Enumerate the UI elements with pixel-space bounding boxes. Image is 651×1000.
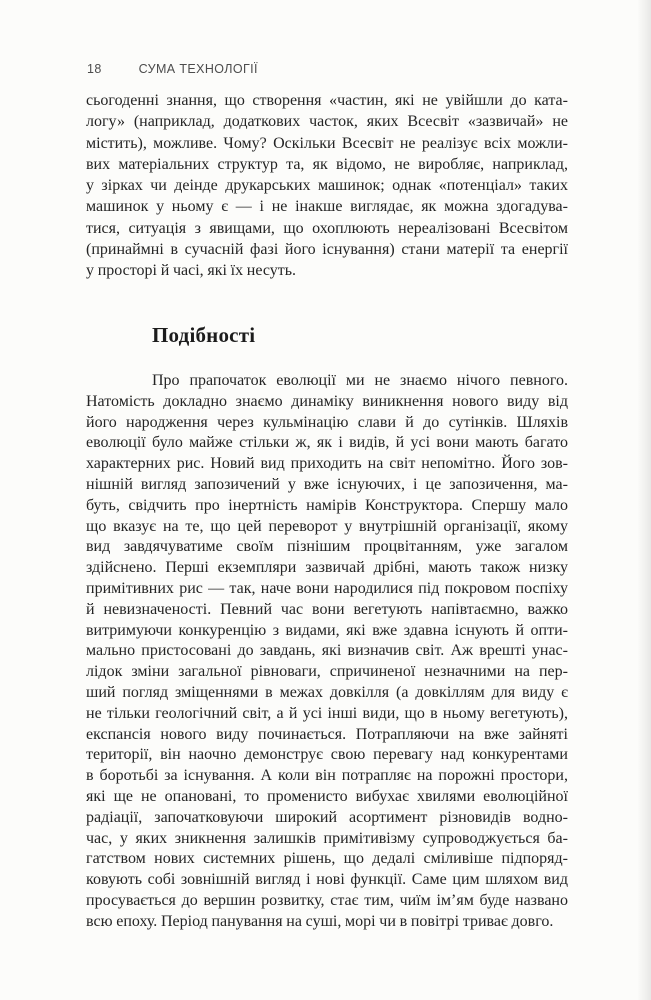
text-line: Натомість докладно знаємо динаміку виникнення нового виду від [86, 392, 568, 410]
text-line: у просторі й часі, які їх несуть. [86, 262, 297, 280]
text-line: вид завдячуватиме своїм пізнішим процвітанням, уже загалом [86, 538, 568, 556]
text-line: у зірках чи деінде друкарських машинок; однак «потенціал» таких [86, 177, 568, 195]
page-header [87, 62, 569, 77]
text-line: витримуючи конкуренцію з видами, які вже здавна існують й опти- [86, 621, 568, 639]
text-line: машинок у ньому є — і не інакше виглядає, як можна здогадува- [86, 198, 568, 216]
section-paragraph [86, 371, 568, 933]
text-line: примітивних рис — так, наче вони народилися під покровом поспіху [86, 579, 568, 597]
text-line: лідок зміни загальної рівноваги, спричиненої незначними на пер- [86, 663, 568, 681]
text-line: території, він наочно демонструє свою перевагу над конкурентами [86, 746, 568, 764]
text-line: сьогоденні знання, що створення «частин, які не увійшли до ката- [86, 92, 568, 109]
text-line: радіації, започатковуючи широкий асортимент різновидів водно- [86, 808, 568, 826]
paragraph-continuation [86, 90, 568, 282]
text-line: експансія нового виду починається. Потрапляючи на вже зайняті [86, 725, 568, 743]
text-line: Про прапочаток еволюції ми не знаємо нічого певного. [152, 372, 568, 389]
text-line: час, у яких зникнення залишків примітивізму супроводжується ба- [86, 829, 568, 847]
text-line: (принаймні в сучасній фазі його існування) стани матерії та енергії [86, 241, 568, 259]
text-line: які ще не опановані, то променисто вибухає хвилями еволюційної [86, 787, 568, 805]
text-line: ковують собі зовнішній вигляд і нові функції. Саме цим шляхом вид [86, 871, 568, 889]
text-line: буть, свідчить про інертність намірів Конструктора. Спершу мало [86, 496, 568, 514]
text-line: що вказує на те, що цей переворот у внутрішній організації, якому [86, 517, 568, 535]
text-line: просувається до вершин розвитку, стає тим, чиїм ім’ям буде названо [86, 891, 568, 909]
text-line: всю епоху. Період панування на суші, морі чи в повітрі триває довго. [86, 912, 554, 930]
text-line: тися, ситуація з явищами, що охоплюють нереалізовані Всесвітом [86, 219, 568, 237]
text-line: ший погляд зміщеннями в межах довкілля (а довкіллям для виду є [86, 683, 568, 701]
text-line: здійснено. Перші екземпляри зазвичай дрібні, мають також низку [86, 559, 568, 577]
running-title: СУМА ТЕХНОЛОГІЇ [138, 62, 258, 76]
text-line: й невизначеності. Певний час вони вегетують напівтаємно, важко [86, 600, 568, 618]
section-heading: Подібності [152, 323, 256, 347]
text-line: в боротьбі за існування. А коли він потрапляє на порожні простори, [86, 767, 568, 785]
text-line: не тільки геологічний світ, а й усі інші види, що в ньому вегетують), [86, 704, 568, 722]
text-line: логу» (наприклад, додаткових часток, яких Всесвіт «зазвичай» не [86, 113, 568, 131]
page-edge-shadow [637, 0, 651, 1000]
text-line: містить), можливе. Чому? Оскільки Всесвіт не реалізує всіх можли- [86, 134, 568, 152]
text-line: нішній вигляд запозичений у вже існуючих, і це запозичення, ма- [86, 475, 568, 493]
text-line: мально пристосовані до завдань, які визначив світ. Аж врешті унас- [86, 642, 568, 660]
text-line: його народження через кульмінацію слави й до сутінків. Шляхів [86, 413, 568, 431]
page-number: 18 [87, 62, 102, 76]
text-line: вих матеріальних структур та, як відомо, не виробляє, наприклад, [86, 155, 568, 173]
text-line: еволюції було майже стільки ж, як і видів, й усі вони мають багато [86, 434, 568, 452]
text-line: характерних рис. Новий вид приходить на світ непомітно. Його зов- [86, 455, 568, 473]
text-line: гатством нових системних рішень, що дедалі сміливіше підпоряд- [86, 850, 568, 868]
